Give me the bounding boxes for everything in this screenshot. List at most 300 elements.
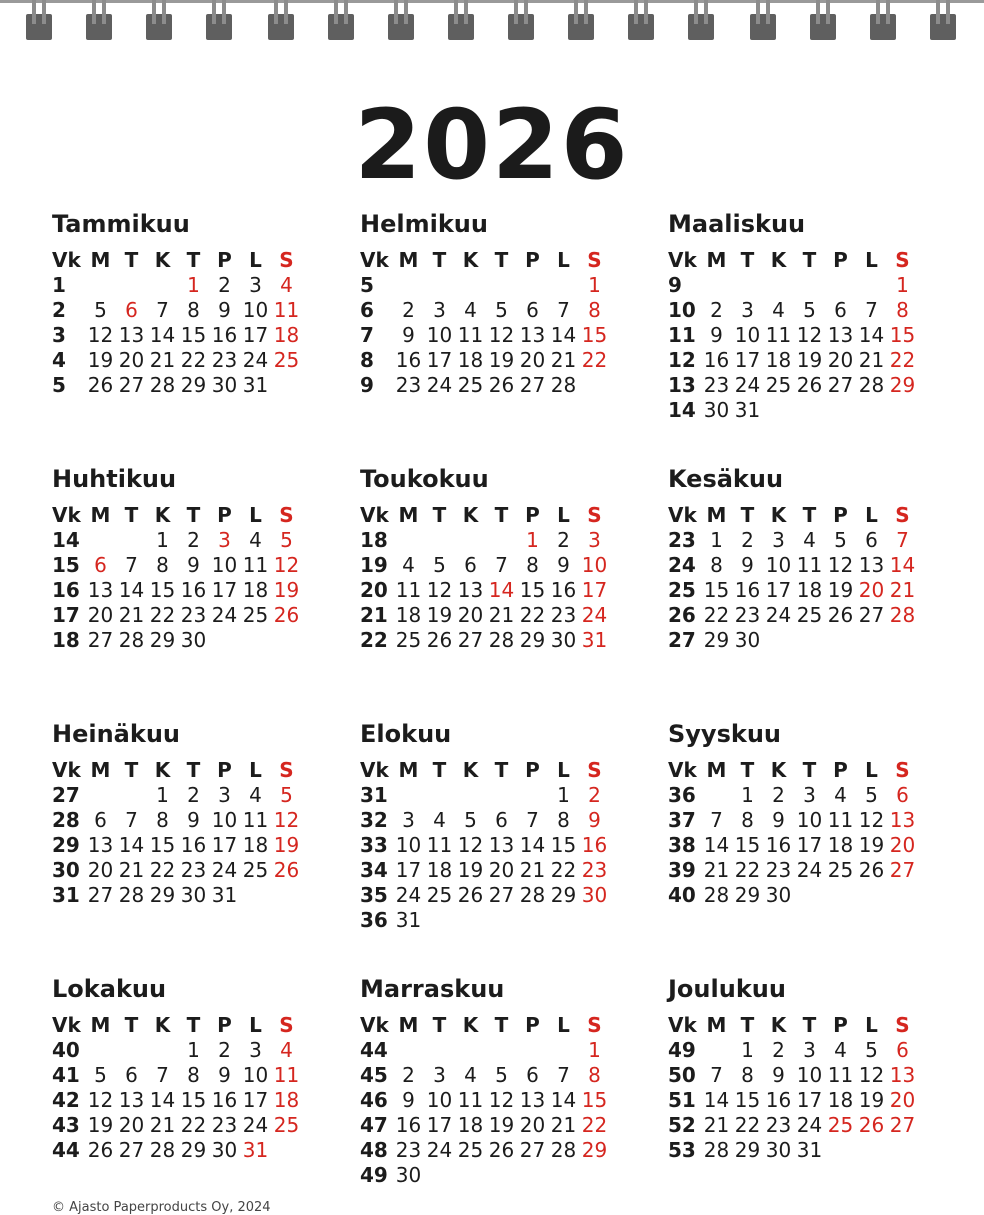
day: 6 [125,1063,138,1087]
week-number: 27 [52,783,80,807]
day: 2 [187,783,200,807]
holiday-day: 13 [889,1063,916,1087]
day: 4 [249,783,262,807]
day: 11 [426,833,453,857]
weekday-header: S [279,1013,294,1037]
month-name: Tammikuu [52,210,190,238]
day: 12 [87,1088,114,1112]
binding-ring [870,0,896,40]
day: 3 [803,783,816,807]
day: 27 [519,373,546,397]
week-number: 8 [360,348,374,372]
day: 29 [149,628,176,652]
day: 17 [242,323,269,347]
day: 14 [550,323,577,347]
day: 5 [495,1063,508,1087]
day: 7 [495,553,508,577]
weekday-header: P [525,758,540,782]
day: 7 [125,553,138,577]
day: 24 [765,603,792,627]
weekday-header: M [706,1013,727,1037]
week-number: 34 [360,858,388,882]
day: 13 [488,833,515,857]
week-number: 16 [52,578,80,602]
weekday-header: P [217,1013,232,1037]
day: 9 [218,298,231,322]
weekday-header: K [462,248,479,272]
day: 6 [526,298,539,322]
day: 7 [526,808,539,832]
day: 10 [426,1088,453,1112]
day: 25 [242,858,269,882]
binding-ring [206,0,232,40]
week-number: 39 [668,858,696,882]
day: 13 [519,323,546,347]
weekday-header: T [124,758,139,782]
day: 9 [187,808,200,832]
day: 25 [765,373,792,397]
week-number: 11 [668,323,696,347]
weekday-header: L [865,1013,878,1037]
day: 8 [741,1063,754,1087]
day: 16 [211,1088,238,1112]
week-number: 25 [668,578,696,602]
day: 2 [557,528,570,552]
day: 15 [519,578,546,602]
day: 5 [464,808,477,832]
day: 22 [734,858,761,882]
day: 14 [149,1088,176,1112]
day: 22 [149,603,176,627]
weekday-header: P [833,503,848,527]
week-number: 6 [360,298,374,322]
week-number-header: Vk [52,503,81,527]
day: 22 [180,348,207,372]
weekday-header: T [124,1013,139,1037]
day: 13 [118,1088,145,1112]
day: 22 [703,603,730,627]
holiday-day: 15 [581,1088,608,1112]
day: 21 [703,1113,730,1137]
week-number: 9 [668,273,682,297]
day: 23 [180,603,207,627]
day: 14 [149,323,176,347]
day: 5 [495,298,508,322]
day: 28 [149,1138,176,1162]
day: 16 [395,348,422,372]
weekday-header: K [770,503,787,527]
day: 10 [765,553,792,577]
holiday-day: 12 [273,553,300,577]
weekday-header: M [706,503,727,527]
day: 16 [734,578,761,602]
day: 9 [772,1063,785,1087]
day: 23 [765,1113,792,1137]
day: 8 [710,553,723,577]
weekday-header: T [494,758,509,782]
day: 2 [741,528,754,552]
day: 2 [772,783,785,807]
week-number: 38 [668,833,696,857]
day: 7 [557,298,570,322]
weekday-header: T [740,758,755,782]
day: 28 [703,883,730,907]
day: 1 [187,1038,200,1062]
day: 21 [703,858,730,882]
day: 18 [765,348,792,372]
week-number: 53 [668,1138,696,1162]
week-number: 20 [360,578,388,602]
weekday-header: P [525,1013,540,1037]
day: 29 [550,883,577,907]
weekday-header: T [124,503,139,527]
month-name: Heinäkuu [52,720,181,748]
holiday-day: 20 [889,1088,916,1112]
holiday-day: 15 [581,323,608,347]
copyright-footer: © Ajasto Paperproducts Oy, 2024 [52,1200,271,1215]
week-number: 32 [360,808,388,832]
day: 31 [796,1138,823,1162]
day: 27 [858,603,885,627]
day: 15 [703,578,730,602]
day: 27 [87,883,114,907]
holiday-day: 27 [889,1113,916,1137]
holiday-day: 20 [858,578,885,602]
day: 26 [858,858,885,882]
weekday-header: M [398,1013,419,1037]
binding-ring [268,0,294,40]
holiday-day: 5 [280,528,293,552]
week-number: 29 [52,833,80,857]
month-name: Toukokuu [360,465,489,493]
day: 4 [249,528,262,552]
holiday-day: 25 [273,1113,300,1137]
day: 5 [803,298,816,322]
day: 9 [402,1088,415,1112]
week-number: 49 [668,1038,696,1062]
day: 3 [772,528,785,552]
day: 13 [87,578,114,602]
day: 11 [457,1088,484,1112]
weekday-header: T [432,248,447,272]
week-number: 15 [52,553,80,577]
day: 10 [211,553,238,577]
holiday-day: 3 [218,528,231,552]
day: 22 [734,1113,761,1137]
week-number-header: Vk [668,1013,697,1037]
day: 14 [118,578,145,602]
week-number-header: Vk [668,503,697,527]
weekday-header: K [154,503,171,527]
weekday-header: L [557,503,570,527]
holiday-day: 17 [581,578,608,602]
day: 7 [156,1063,169,1087]
day: 30 [211,1138,238,1162]
day: 8 [187,298,200,322]
day: 21 [149,1113,176,1137]
day: 15 [149,833,176,857]
day: 3 [249,1038,262,1062]
week-number: 27 [668,628,696,652]
day: 17 [734,348,761,372]
binding-ring [146,0,172,40]
holiday-day: 2 [588,783,601,807]
day: 11 [827,1063,854,1087]
weekday-header: L [249,1013,262,1037]
holiday-day: 26 [273,603,300,627]
week-number: 23 [668,528,696,552]
day: 14 [118,833,145,857]
day: 23 [180,858,207,882]
day: 12 [87,323,114,347]
weekday-header: P [525,503,540,527]
day: 3 [249,273,262,297]
weekday-header: L [557,758,570,782]
week-number: 22 [360,628,388,652]
weekday-header: T [124,248,139,272]
day: 12 [457,833,484,857]
day: 21 [550,1113,577,1137]
week-number-header: Vk [360,248,389,272]
day: 31 [734,398,761,422]
day: 18 [457,1113,484,1137]
week-number: 18 [52,628,80,652]
weekday-header: P [217,503,232,527]
week-number-header: Vk [668,758,697,782]
day: 28 [149,373,176,397]
day: 5 [94,1063,107,1087]
day: 4 [772,298,785,322]
binding-ring [448,0,474,40]
week-number-header: Vk [52,758,81,782]
day: 9 [741,553,754,577]
day: 27 [519,1138,546,1162]
day: 23 [395,373,422,397]
day: 30 [765,1138,792,1162]
day: 18 [827,1088,854,1112]
day: 18 [242,578,269,602]
day: 12 [426,578,453,602]
day: 8 [526,553,539,577]
weekday-header: K [462,1013,479,1037]
weekday-header: L [865,758,878,782]
month-name: Lokakuu [52,975,167,1003]
day: 16 [550,578,577,602]
day: 17 [796,1088,823,1112]
binding-ring [86,0,112,40]
day: 3 [741,298,754,322]
holiday-day: 4 [280,273,293,297]
week-number: 13 [668,373,696,397]
day: 30 [765,883,792,907]
holiday-day: 18 [273,323,300,347]
weekday-header: K [154,248,171,272]
day: 1 [741,783,754,807]
week-number: 14 [52,528,80,552]
holiday-day: 4 [280,1038,293,1062]
holiday-day: 24 [581,603,608,627]
weekday-header: K [462,503,479,527]
holiday-day: 20 [889,833,916,857]
day: 18 [796,578,823,602]
day: 25 [242,603,269,627]
weekday-header: T [494,503,509,527]
day: 10 [211,808,238,832]
day: 4 [402,553,415,577]
week-number: 17 [52,603,80,627]
day: 7 [156,298,169,322]
weekday-header: T [186,248,201,272]
holiday-day: 21 [889,578,916,602]
week-number: 45 [360,1063,388,1087]
spiral-binding [0,0,984,44]
day: 14 [703,1088,730,1112]
holiday-day: 12 [273,808,300,832]
holiday-day: 8 [896,298,909,322]
day: 12 [796,323,823,347]
binding-ring [688,0,714,40]
day: 8 [156,808,169,832]
day: 1 [710,528,723,552]
month-name: Joulukuu [668,975,786,1003]
day: 23 [395,1138,422,1162]
week-number: 49 [360,1163,388,1187]
holiday-day: 8 [588,298,601,322]
weekday-header: S [895,503,910,527]
day: 20 [118,1113,145,1137]
day: 24 [426,373,453,397]
day: 20 [87,603,114,627]
day: 1 [156,783,169,807]
holiday-day: 31 [242,1138,269,1162]
day: 9 [402,323,415,347]
day: 31 [242,373,269,397]
weekday-header: T [802,503,817,527]
binding-ring [508,0,534,40]
week-number-header: Vk [360,1013,389,1037]
calendar-year-title: 2026 [354,89,630,201]
weekday-header: M [90,1013,111,1037]
day: 29 [734,1138,761,1162]
weekday-header: L [249,248,262,272]
binding-ring [628,0,654,40]
day: 27 [118,1138,145,1162]
day: 11 [796,553,823,577]
day: 15 [180,1088,207,1112]
day: 16 [703,348,730,372]
day: 21 [858,348,885,372]
week-number-header: Vk [52,248,81,272]
day: 2 [187,528,200,552]
day: 12 [488,1088,515,1112]
day: 8 [741,808,754,832]
weekday-header: K [770,758,787,782]
day: 26 [488,373,515,397]
weekday-header: S [279,248,294,272]
week-number: 44 [360,1038,388,1062]
holiday-day: 11 [273,298,300,322]
day: 31 [395,908,422,932]
weekday-header: S [587,1013,602,1037]
day: 16 [180,578,207,602]
day: 20 [118,348,145,372]
day: 3 [402,808,415,832]
day: 28 [703,1138,730,1162]
day: 17 [765,578,792,602]
day: 12 [858,808,885,832]
holiday-day: 15 [889,323,916,347]
holiday-day: 6 [896,1038,909,1062]
week-number-header: Vk [360,503,389,527]
day: 25 [426,883,453,907]
weekday-header: M [90,248,111,272]
day: 21 [118,603,145,627]
day: 12 [827,553,854,577]
day: 8 [557,808,570,832]
day: 26 [426,628,453,652]
day: 15 [734,833,761,857]
day: 28 [118,628,145,652]
day: 24 [734,373,761,397]
day: 25 [827,858,854,882]
day: 13 [457,578,484,602]
day: 22 [149,858,176,882]
day: 17 [395,858,422,882]
holiday-day: 29 [581,1138,608,1162]
day: 26 [827,603,854,627]
day: 27 [87,628,114,652]
holiday-day: 28 [889,603,916,627]
day: 29 [180,373,207,397]
holiday-day: 30 [581,883,608,907]
day: 10 [796,1063,823,1087]
week-number: 36 [668,783,696,807]
day: 28 [488,628,515,652]
weekday-header: P [217,758,232,782]
month-name: Syyskuu [668,720,781,748]
day: 15 [550,833,577,857]
day: 30 [734,628,761,652]
week-number: 30 [52,858,80,882]
week-number: 40 [52,1038,80,1062]
week-number: 50 [668,1063,696,1087]
weekday-header: T [740,1013,755,1037]
weekday-header: M [90,503,111,527]
day: 29 [703,628,730,652]
day: 18 [242,833,269,857]
holiday-day: 11 [273,1063,300,1087]
day: 15 [734,1088,761,1112]
day: 27 [118,373,145,397]
holiday-day: 1 [526,528,539,552]
day: 20 [827,348,854,372]
weekday-header: S [895,248,910,272]
day: 25 [796,603,823,627]
holiday-day: 26 [858,1113,885,1137]
month-name: Marraskuu [360,975,505,1003]
weekday-header: M [398,503,419,527]
holiday-day: 7 [896,528,909,552]
week-number: 7 [360,323,374,347]
day: 23 [550,603,577,627]
weekday-header: T [186,758,201,782]
day: 3 [803,1038,816,1062]
day: 10 [242,298,269,322]
day: 12 [858,1063,885,1087]
week-number: 5 [360,273,374,297]
day: 5 [865,783,878,807]
week-number: 44 [52,1138,80,1162]
